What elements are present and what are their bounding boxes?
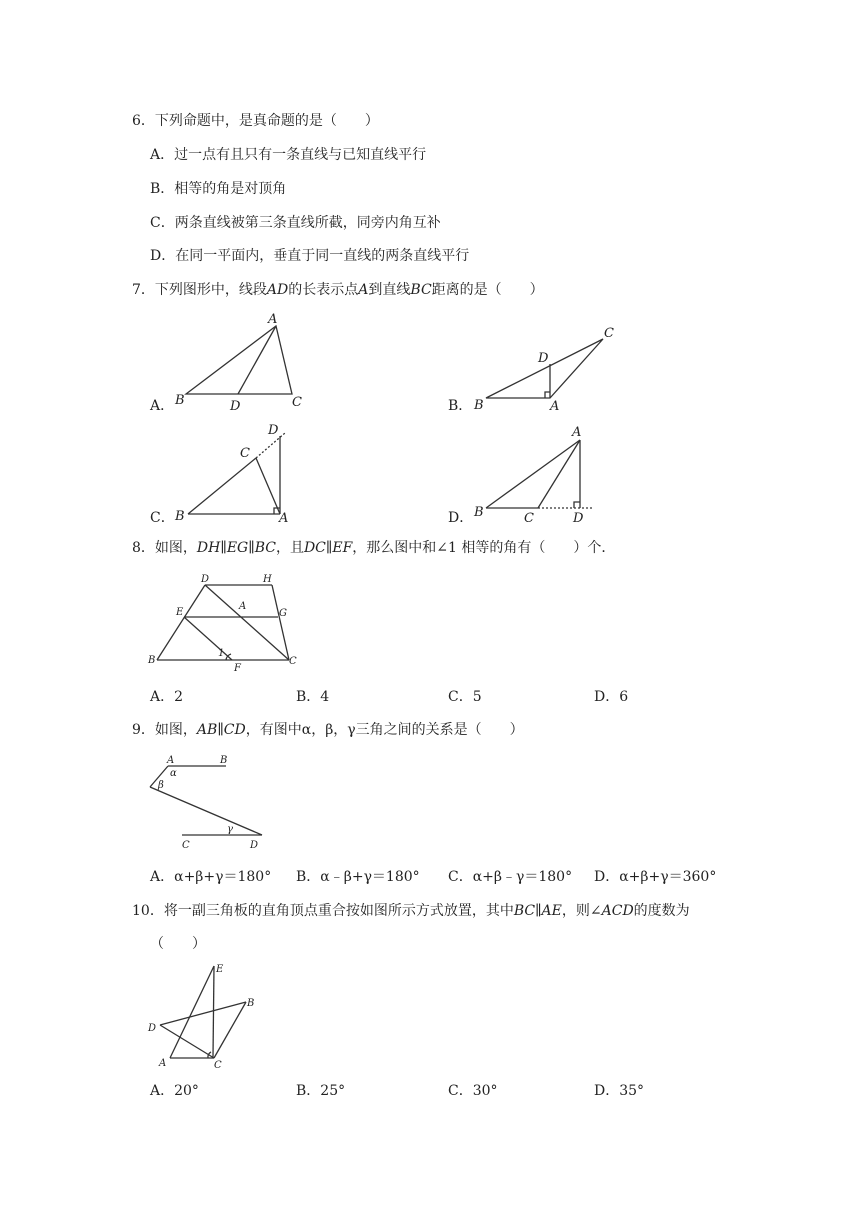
fig-label: C bbox=[240, 446, 250, 461]
fig-label: D bbox=[148, 1023, 157, 1034]
q9-option-c: C．α+β﹣γ＝180° bbox=[448, 869, 573, 885]
q10-option-a: A．20° bbox=[150, 1083, 199, 1099]
q9-stem: 9．如图，AB∥CD，有图中α，β，γ三角之间的关系是（ ） bbox=[132, 722, 524, 738]
q9-option-b: B．α﹣β+γ＝180° bbox=[296, 869, 420, 885]
q8-stem: 8．如图，DH∥EG∥BC，且DC∥EF，那么图中和∠1 相等的角有（ ）个． bbox=[132, 540, 616, 556]
q10-option-b: B．25° bbox=[296, 1083, 346, 1099]
fig-label: A bbox=[279, 511, 289, 526]
fig-label: A bbox=[239, 601, 247, 612]
q8-option-b: B．4 bbox=[296, 689, 330, 705]
q7-option-c-label: C． bbox=[150, 510, 175, 526]
fig-label: D bbox=[538, 351, 549, 366]
fig-label: A bbox=[268, 312, 278, 327]
fig-label: C bbox=[292, 395, 302, 410]
q6-option-b: B．相等的角是对顶角 bbox=[150, 181, 287, 197]
fig-label: 1 bbox=[218, 648, 225, 659]
fig-label: A bbox=[550, 399, 560, 414]
fig-label: B bbox=[175, 509, 185, 524]
fig-label: A bbox=[572, 425, 582, 440]
fig-label: E bbox=[216, 964, 224, 975]
q10-stem: 10．将一副三角板的直角顶点重合按如图所示方式放置，其中BC∥AE，则∠ACD的度数为 bbox=[132, 903, 690, 919]
fig-label: C bbox=[524, 511, 534, 526]
q10-stem-continued: （ ） bbox=[150, 936, 206, 952]
q9-option-a: A．α+β+γ＝180° bbox=[150, 869, 272, 885]
fig-label: D bbox=[230, 399, 241, 414]
q6-option-d: D．在同一平面内，垂直于同一直线的两条直线平行 bbox=[150, 248, 470, 264]
fig-label: H bbox=[263, 574, 272, 585]
fig-label: D bbox=[268, 423, 279, 438]
q10-option-d: D．35° bbox=[594, 1083, 645, 1099]
fig-label: B bbox=[247, 998, 255, 1009]
q8-option-a: A．2 bbox=[150, 689, 184, 705]
fig-label: E bbox=[176, 607, 184, 618]
q6-stem: 6．下列命题中，是真命题的是（ ） bbox=[132, 113, 379, 129]
q7-stem: 7．下列图形中，线段AD的长表示点A到直线BC距离的是（ ） bbox=[132, 282, 544, 298]
fig-label: α bbox=[170, 768, 177, 779]
q7-option-d-label: D． bbox=[448, 510, 474, 526]
fig-label: C bbox=[604, 326, 614, 341]
q8-option-c: C．5 bbox=[448, 689, 482, 705]
fig-label: B bbox=[148, 655, 156, 666]
fig-label: F bbox=[234, 663, 241, 674]
q7-option-b-label: B． bbox=[448, 398, 473, 414]
fig-label: C bbox=[214, 1060, 222, 1071]
q6-option-a: A．过一点有且只有一条直线与已知直线平行 bbox=[150, 147, 427, 163]
q9-option-d: D．α+β+γ＝360° bbox=[594, 869, 717, 885]
fig-label: B bbox=[175, 393, 185, 408]
fig-label: β bbox=[158, 780, 164, 791]
fig-label: B bbox=[220, 755, 228, 766]
fig-label: D bbox=[201, 574, 210, 585]
fig-label: A bbox=[167, 755, 175, 766]
fig-label: C bbox=[289, 656, 297, 667]
fig-label: D bbox=[573, 511, 584, 526]
fig-label: γ bbox=[227, 824, 233, 835]
fig-label: G bbox=[279, 608, 287, 619]
fig-label: B bbox=[474, 398, 484, 413]
fig-label: B bbox=[474, 505, 484, 520]
q8-option-d: D．6 bbox=[594, 689, 629, 705]
fig-label: A bbox=[159, 1058, 167, 1069]
q10-option-c: C．30° bbox=[448, 1083, 498, 1099]
q6-option-c: C．两条直线被第三条直线所截，同旁内角互补 bbox=[150, 215, 441, 231]
fig-label: C bbox=[182, 840, 190, 851]
q7-option-a-label: A． bbox=[150, 398, 175, 414]
fig-label: D bbox=[250, 840, 259, 851]
